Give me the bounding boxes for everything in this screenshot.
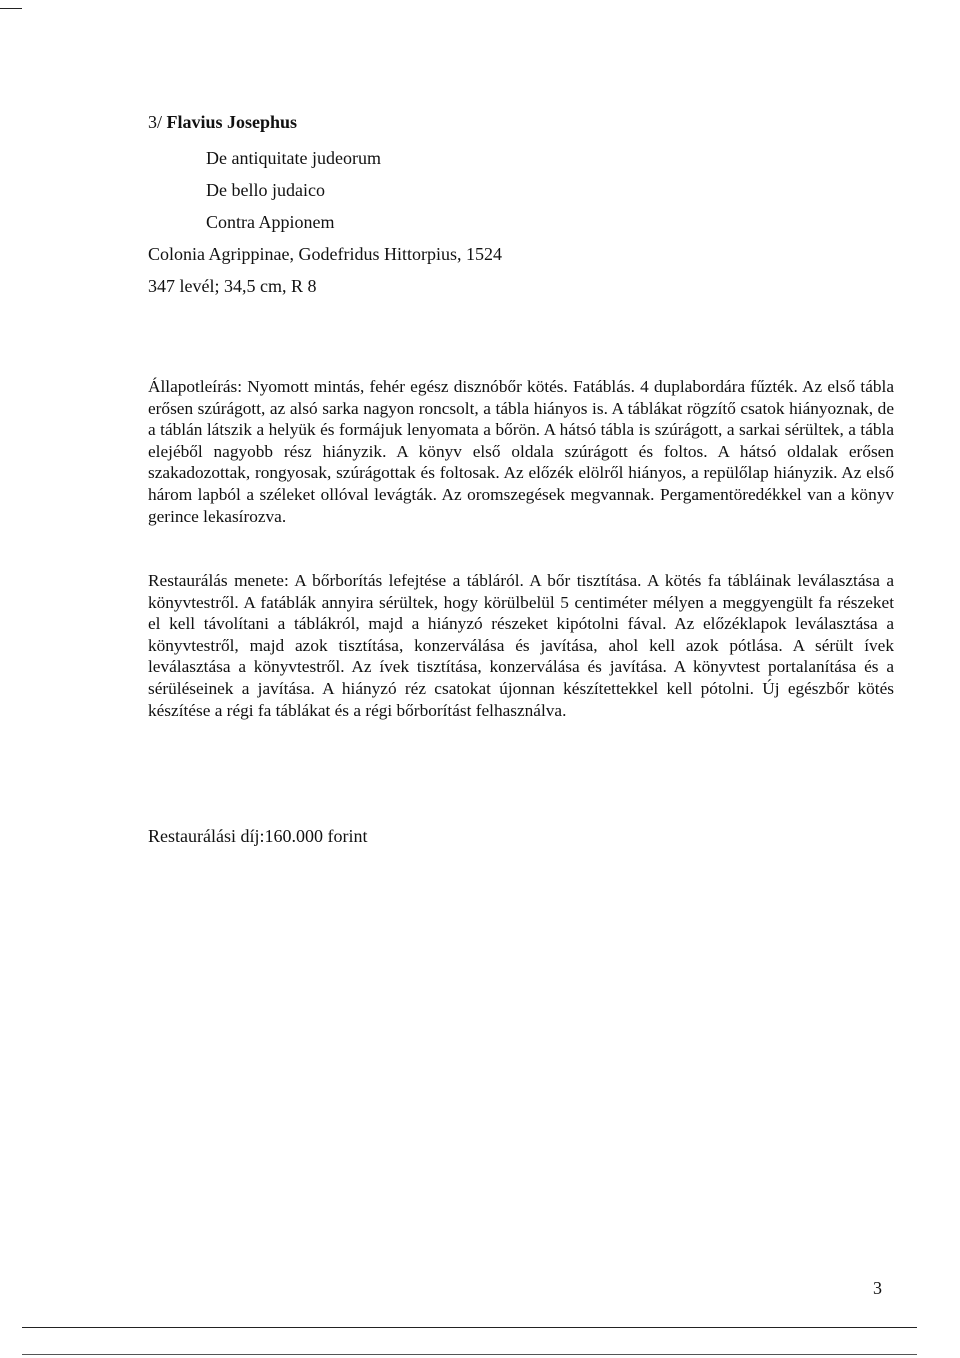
scan-edge-line-top [0, 8, 22, 9]
work-titles [206, 142, 381, 238]
imprint [148, 238, 502, 302]
work-title: De antiquitate judeorum [206, 148, 381, 168]
item-heading [148, 110, 297, 134]
item-number: 3/ [148, 112, 163, 132]
restoration-fee: Restaurálási díj:160.000 forint [148, 826, 368, 846]
work-title: De bello judaico [206, 180, 325, 200]
page-number: 3 [873, 1278, 882, 1298]
restoration-process: Restaurálás menete: A bőrborítás lefejtése a tábláról. A bőr tisztítása. A kötés fa tábláinak leválasztása a könyvtestről. A fatáblák annyira sérültek, hogy körülbelül 5 centiméter mélyen a meggyengült fa részeket el kell távolítani a táblákról, majd a hiányzó részeket kipótolni fával. Az előzéklapok leválasztása a könyvtestről, majd azok tisztítása, konzerválása és javítása, ahol kell azok pótlása. A sérült ívek leválasztása a könyvtestről. Az ívek tisztítása, konzerválása és javítása. A könyvtest portalanítása és a sérüléseinek a javítása. A hiányzó réz csatokat újonnan készítettekkel kell pótolni. Új egészbőr kötés készítése a régi fa táblákat és a régi bőrborítást felhasználva. [148, 571, 894, 720]
footer-rule [22, 1327, 917, 1328]
work-title: Contra Appionem [206, 212, 335, 232]
imprint-extent: 347 levél; 34,5 cm, R 8 [148, 276, 317, 296]
condition-description: Állapotleírás: Nyomott mintás, fehér egész disznóbőr kötés. Fatáblás. 4 duplabordára fűzték. Az első tábla erősen szúrágott, az alsó sarka nagyon roncsolt, a tábla hiányos is. A táblákat rögzítő csatok hiányoznak, de a táblán látszik a helyük és formájuk lenyomata a bőrön. A hátsó tábla is szúrágott, a sarkai sérültek, a tábla elejéből nagyobb rész hiányzik. A könyv első oldala szúrágott és foltos. A hátsó oldalak erősen szakadozottak, rongyosak, szúrágottak és foltosak. Az előzék elölről hiányos, a repülőlap hiányzik. Az első három lapból a széleket ollóval levágták. Az oromszegések megvannak. Pergamentöredékkel van a könyv gerince lekasírozva. [148, 377, 894, 526]
author-name: Flavius Josephus [166, 112, 298, 132]
scan-edge-line-bottom [22, 1354, 917, 1355]
imprint-place: Colonia Agrippinae, Godefridus Hittorpius, 1524 [148, 244, 502, 264]
